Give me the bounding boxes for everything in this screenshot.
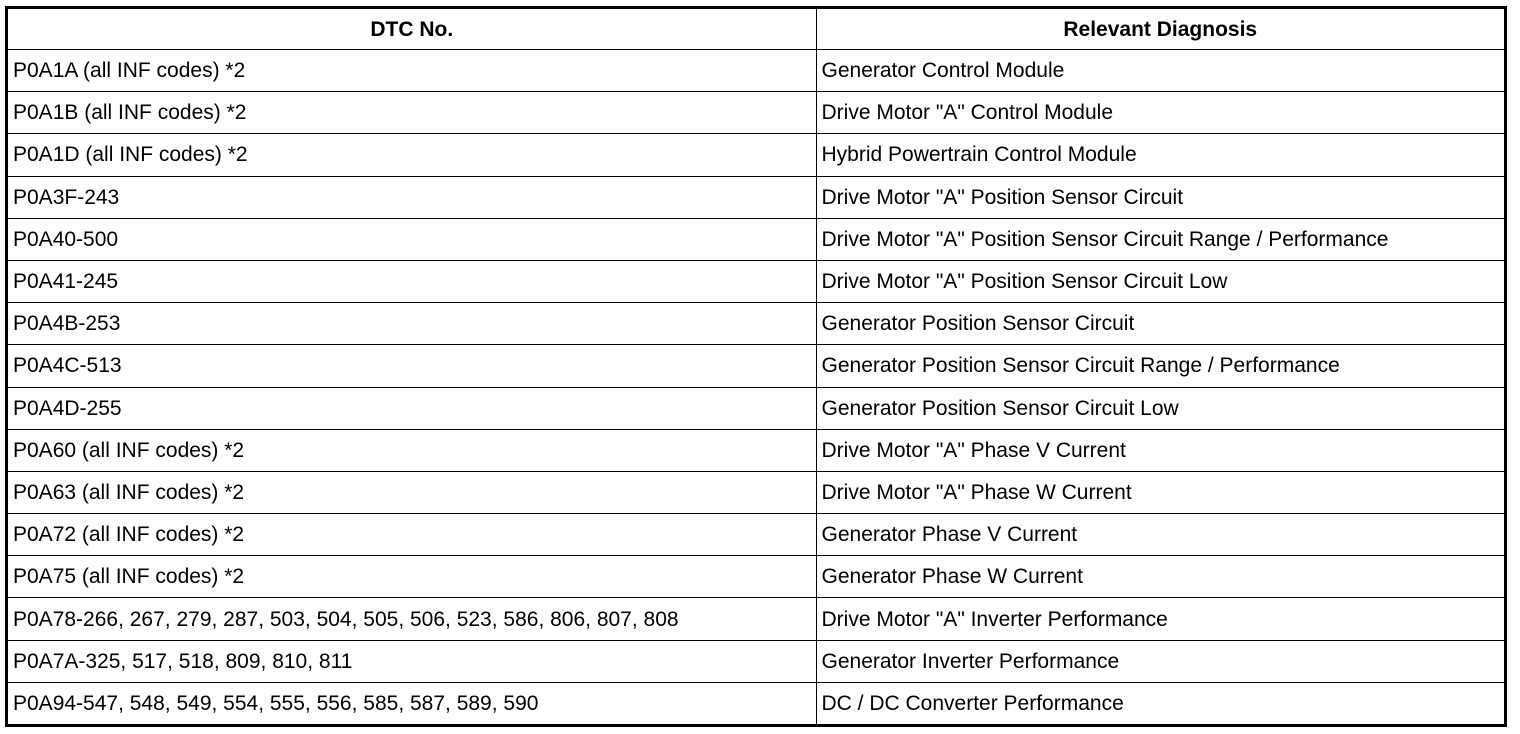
dtc-code-cell: P0A94-547, 548, 549, 554, 555, 556, 585, 587, 589, 590 bbox=[8, 682, 816, 724]
dtc-table bbox=[8, 9, 1504, 724]
dtc-code-cell: P0A75 (all INF codes) *2 bbox=[8, 556, 816, 598]
dtc-code-cell: P0A4C-513 bbox=[8, 345, 816, 387]
table-row bbox=[8, 598, 1504, 640]
diagnosis-cell: Drive Motor "A" Phase W Current bbox=[816, 471, 1504, 513]
table-row bbox=[8, 345, 1504, 387]
diagnosis-cell: Drive Motor "A" Phase V Current bbox=[816, 429, 1504, 471]
table-row bbox=[8, 682, 1504, 724]
diagnosis-cell: Generator Control Module bbox=[816, 50, 1504, 92]
table-row bbox=[8, 260, 1504, 302]
table-header-row bbox=[8, 9, 1504, 50]
diagnosis-cell: Generator Position Sensor Circuit Low bbox=[816, 387, 1504, 429]
header-relevant-diagnosis: Relevant Diagnosis bbox=[816, 9, 1504, 50]
table-row bbox=[8, 303, 1504, 345]
dtc-code-cell: P0A41-245 bbox=[8, 260, 816, 302]
dtc-code-cell: P0A60 (all INF codes) *2 bbox=[8, 429, 816, 471]
table-row bbox=[8, 514, 1504, 556]
dtc-code-cell: P0A1A (all INF codes) *2 bbox=[8, 50, 816, 92]
dtc-code-cell: P0A7A-325, 517, 518, 809, 810, 811 bbox=[8, 640, 816, 682]
dtc-code-cell: P0A4B-253 bbox=[8, 303, 816, 345]
table-row bbox=[8, 134, 1504, 176]
dtc-code-cell: P0A3F-243 bbox=[8, 176, 816, 218]
table-row bbox=[8, 218, 1504, 260]
table-row bbox=[8, 556, 1504, 598]
dtc-code-cell: P0A63 (all INF codes) *2 bbox=[8, 471, 816, 513]
diagnosis-cell: Drive Motor "A" Control Module bbox=[816, 92, 1504, 134]
table-row bbox=[8, 640, 1504, 682]
table-row bbox=[8, 387, 1504, 429]
diagnosis-cell: Generator Phase V Current bbox=[816, 514, 1504, 556]
table-row bbox=[8, 92, 1504, 134]
dtc-code-cell: P0A1B (all INF codes) *2 bbox=[8, 92, 816, 134]
dtc-table-frame bbox=[5, 6, 1507, 727]
dtc-code-cell: P0A40-500 bbox=[8, 218, 816, 260]
diagnosis-cell: Drive Motor "A" Position Sensor Circuit bbox=[816, 176, 1504, 218]
diagnosis-cell: Drive Motor "A" Position Sensor Circuit Range / Performance bbox=[816, 218, 1504, 260]
table-row bbox=[8, 50, 1504, 92]
table-row bbox=[8, 429, 1504, 471]
dtc-code-cell: P0A4D-255 bbox=[8, 387, 816, 429]
dtc-code-cell: P0A78-266, 267, 279, 287, 503, 504, 505, 506, 523, 586, 806, 807, 808 bbox=[8, 598, 816, 640]
diagnosis-cell: Generator Phase W Current bbox=[816, 556, 1504, 598]
diagnosis-cell: Generator Inverter Performance bbox=[816, 640, 1504, 682]
diagnosis-cell: DC / DC Converter Performance bbox=[816, 682, 1504, 724]
table-row bbox=[8, 176, 1504, 218]
diagnosis-cell: Hybrid Powertrain Control Module bbox=[816, 134, 1504, 176]
header-dtc-no: DTC No. bbox=[8, 9, 816, 50]
diagnosis-cell: Drive Motor "A" Inverter Performance bbox=[816, 598, 1504, 640]
dtc-code-cell: P0A1D (all INF codes) *2 bbox=[8, 134, 816, 176]
table-row bbox=[8, 471, 1504, 513]
diagnosis-cell: Generator Position Sensor Circuit bbox=[816, 303, 1504, 345]
diagnosis-cell: Generator Position Sensor Circuit Range / Performance bbox=[816, 345, 1504, 387]
diagnosis-cell: Drive Motor "A" Position Sensor Circuit Low bbox=[816, 260, 1504, 302]
dtc-code-cell: P0A72 (all INF codes) *2 bbox=[8, 514, 816, 556]
